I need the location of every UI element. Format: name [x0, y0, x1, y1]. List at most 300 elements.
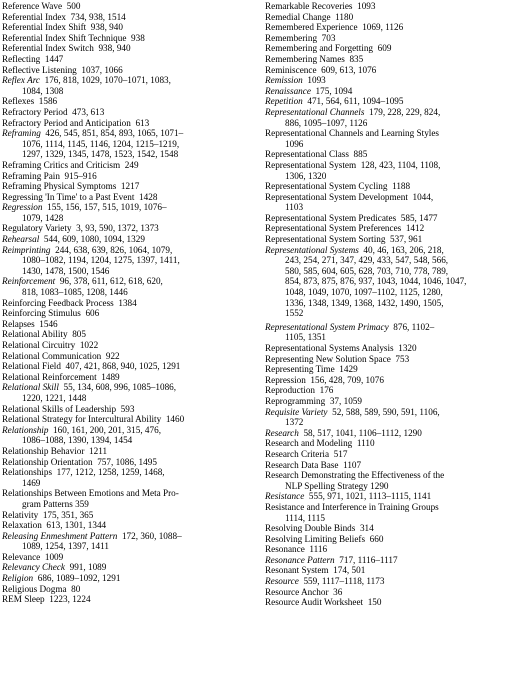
- index-term: Relationships: [2, 467, 53, 478]
- index-entry-first-line: [2, 562, 257, 573]
- index-term: Relational Ability: [2, 329, 68, 340]
- index-entry: [265, 322, 505, 343]
- index-term: Relational Skill: [2, 382, 59, 393]
- index-entry: [2, 414, 257, 425]
- index-term: Remembering: [265, 32, 318, 43]
- index-continuation-line: 1105, 1351: [285, 332, 327, 343]
- index-page-numbers: 613: [135, 117, 150, 128]
- index-entry: [2, 531, 257, 552]
- index-page-numbers: 613, 1301, 1344: [46, 520, 107, 531]
- index-entry: [2, 75, 257, 96]
- index-term: Religion: [2, 573, 34, 584]
- index-page-numbers: 609, 613, 1076: [321, 64, 377, 75]
- index-entry-first-line: [265, 107, 505, 118]
- index-page-numbers: 717, 1116–1117: [339, 554, 398, 565]
- index-page-numbers: 172, 360, 1088–: [121, 530, 182, 541]
- index-term: Relational Skills of Leadership: [2, 403, 117, 414]
- index-entry-first-line: [265, 470, 505, 481]
- index-entry: [2, 65, 257, 76]
- index-page-numbers: 876, 1102–: [393, 321, 435, 332]
- index-term: Reframing Physical Symptoms: [2, 181, 117, 192]
- index-entry-first-line: [2, 276, 257, 287]
- index-entry: [265, 449, 505, 460]
- index-page-numbers: 176: [319, 385, 334, 396]
- index-continuation-line: 1469: [22, 477, 41, 488]
- index-term: Repression: [265, 374, 306, 385]
- index-term: Remission: [265, 75, 303, 86]
- index-entry: [2, 118, 257, 129]
- index-term: Representational System Cycling: [265, 181, 388, 192]
- index-entry: [265, 192, 505, 213]
- index-entry-first-line: [2, 488, 257, 499]
- index-entry-first-line: [2, 457, 257, 468]
- index-entry-first-line: [265, 75, 505, 86]
- index-entry: [265, 523, 505, 534]
- index-entry-first-line: [2, 54, 257, 65]
- index-entry-first-line: [265, 375, 505, 386]
- index-entry-first-line: [2, 223, 257, 234]
- index-entry-first-line: [2, 361, 257, 372]
- index-entry-first-line: [265, 385, 505, 396]
- index-page-numbers: 885: [353, 149, 368, 160]
- index-entry: [265, 213, 505, 224]
- index-page-numbers: 244, 638, 639, 826, 1064, 1079,: [55, 244, 173, 255]
- index-entry-first-line: [265, 364, 505, 375]
- index-page-numbers: 471, 564, 611, 1094–1095: [307, 96, 404, 107]
- index-term: Relationship Orientation: [2, 456, 93, 467]
- index-term: Relativity: [2, 509, 39, 520]
- index-term: Releasing Enmeshment Pattern: [2, 530, 118, 541]
- index-entry-first-line: [2, 171, 257, 182]
- index-entry-first-line: [2, 372, 257, 383]
- index-entry: [265, 1, 505, 12]
- index-entry: [2, 552, 257, 563]
- index-entry-first-line: [2, 351, 257, 362]
- index-entry-first-line: [2, 22, 257, 33]
- index-entry: [2, 1, 257, 12]
- index-page-numbers: 938, 940: [90, 22, 123, 33]
- index-term: Reprogramming: [265, 395, 326, 406]
- index-page-numbers: 805: [72, 329, 86, 340]
- index-entry: [265, 354, 505, 365]
- index-entry: [265, 65, 505, 76]
- index-entry: [2, 43, 257, 54]
- index-continuation-line: 818, 1083–1085, 1208, 1446: [22, 287, 128, 298]
- index-page-numbers: 544, 609, 1080, 1094, 1329: [43, 234, 145, 245]
- index-entry-first-line: [265, 544, 505, 555]
- index-entry: [265, 491, 505, 502]
- index-term: Relevance: [2, 551, 41, 562]
- index-page-numbers: 991, 1089: [69, 562, 107, 573]
- index-continuation-line: 243, 254, 271, 347, 429, 433, 547, 548, 566,: [285, 255, 449, 266]
- index-entry-first-line: [265, 343, 505, 354]
- index-page-numbers: 1037, 1066: [81, 64, 123, 75]
- index-entry: [265, 438, 505, 449]
- index-term: Refractory Period and Anticipation: [2, 117, 131, 128]
- index-term: Remembering and Forgetting: [265, 43, 374, 54]
- index-page-numbers: 1429: [339, 364, 358, 375]
- index-entry-first-line: [265, 438, 505, 449]
- index-term: Referential Index Shift Technique: [2, 32, 127, 43]
- index-term: Research Demonstrating the Effectiveness of the: [265, 470, 445, 481]
- index-term: Resonance: [265, 544, 305, 555]
- index-entry: [265, 597, 505, 608]
- index-entry-first-line: [2, 531, 257, 542]
- index-entry: [2, 298, 257, 309]
- index-entry-first-line: [265, 576, 505, 587]
- index-term: Reflexes: [2, 96, 35, 107]
- index-entry-first-line: [2, 118, 257, 129]
- index-term: Representing New Solution Space: [265, 353, 391, 364]
- index-term: Research and Modeling: [265, 438, 353, 449]
- index-page-numbers: 1447: [44, 53, 64, 64]
- index-term: Referential Index Switch: [2, 43, 94, 54]
- index-entry: [265, 128, 505, 149]
- index-entry: [2, 276, 257, 297]
- index-entry: [2, 234, 257, 245]
- index-term: Relationship Behavior: [2, 445, 85, 456]
- index-page-numbers: 609: [377, 43, 392, 54]
- index-entry-first-line: [2, 12, 257, 23]
- index-entry: [2, 96, 257, 107]
- index-entry-first-line: [265, 587, 505, 598]
- index-page-numbers: 3, 93, 590, 1372, 1373: [76, 223, 159, 234]
- index-entry: [2, 425, 257, 446]
- index-term: Resource: [265, 576, 299, 587]
- index-page-numbers: 1412: [405, 223, 425, 234]
- index-page-numbers: 179, 228, 229, 824,: [369, 106, 441, 117]
- index-page-numbers: 585, 1477: [400, 212, 438, 223]
- index-entry-first-line: [265, 234, 505, 245]
- index-entry-first-line: [265, 128, 505, 139]
- index-page-numbers: 686, 1089–1092, 1291: [37, 573, 121, 584]
- index-entry-first-line: [265, 502, 505, 513]
- index-term: Representational Class: [265, 149, 349, 160]
- index-page-numbers: 175, 1094: [315, 85, 353, 96]
- index-entry: [2, 12, 257, 23]
- index-entry: [265, 470, 505, 491]
- index-entry-first-line: [2, 340, 257, 351]
- index-entry: [265, 460, 505, 471]
- index-entry-first-line: [2, 520, 257, 531]
- index-entry: [2, 33, 257, 44]
- index-continuation-line: 1552: [285, 308, 304, 319]
- index-page-numbers: 96, 378, 611, 612, 618, 620,: [59, 276, 163, 287]
- index-term: Representational System Predicates: [265, 212, 397, 223]
- index-entry-first-line: [265, 1, 505, 12]
- index-entry: [265, 343, 505, 354]
- index-entry-first-line: [2, 33, 257, 44]
- index-continuation-line: 1096: [285, 138, 304, 149]
- index-entry-first-line: [2, 319, 257, 330]
- index-term: Reframing Critics and Criticism: [2, 159, 121, 170]
- index-continuation-line: NLP Spelling Strategy 1290: [285, 480, 389, 491]
- index-page-numbers: 1107: [343, 459, 362, 470]
- index-entry-first-line: [2, 43, 257, 54]
- index-column-right: [265, 1, 505, 608]
- index-entry-first-line: [2, 1, 257, 12]
- index-entry: [2, 404, 257, 415]
- index-term: Regressing 'In Time' to a Past Event: [2, 191, 135, 202]
- index-entry: [2, 160, 257, 171]
- index-page-numbers: 1211: [89, 445, 108, 456]
- index-page-numbers: 1428: [139, 191, 158, 202]
- index-entry: [2, 22, 257, 33]
- index-entry-first-line: [265, 54, 505, 65]
- index-continuation-line: 1048, 1049, 1070, 1097–1102, 1125, 1280,: [285, 287, 443, 298]
- index-entry-first-line: [2, 594, 257, 605]
- index-entry-first-line: [2, 510, 257, 521]
- index-term: Representational System Preferences: [265, 223, 402, 234]
- index-term: Relational Strategy for Intercultural Ability: [2, 414, 162, 425]
- index-entry-first-line: [265, 565, 505, 576]
- index-entry-first-line: [265, 86, 505, 97]
- index-entry-first-line: [2, 65, 257, 76]
- index-entry-first-line: [265, 223, 505, 234]
- index-term: Relationship: [2, 424, 49, 435]
- index-term: Relapses: [2, 318, 35, 329]
- index-entry-first-line: [265, 245, 505, 256]
- index-page-numbers: 734, 938, 1514: [70, 11, 126, 22]
- index-page-numbers: 150: [367, 597, 382, 608]
- index-entry-first-line: [265, 396, 505, 407]
- index-entry-first-line: [265, 491, 505, 502]
- index-entry: [265, 364, 505, 375]
- index-term: Referential Index: [2, 11, 67, 22]
- index-continuation-line: 1086–1088, 1390, 1394, 1454: [22, 435, 133, 446]
- index-entry-first-line: [2, 202, 257, 213]
- index-continuation-line: 1114, 1115: [285, 512, 325, 523]
- index-entry: [2, 510, 257, 521]
- index-continuation-line: 580, 585, 604, 605, 628, 703, 710, 778, 789,: [285, 265, 449, 276]
- index-entry: [265, 534, 505, 545]
- index-entry-first-line: [2, 75, 257, 86]
- index-entry: [265, 107, 505, 128]
- index-entry: [2, 488, 257, 509]
- index-entry: [265, 43, 505, 54]
- index-entry-first-line: [265, 192, 505, 203]
- index-entry-first-line: [2, 308, 257, 319]
- index-entry: [265, 407, 505, 428]
- index-term: Reflex Arc: [2, 75, 41, 86]
- index-page-numbers: 128, 423, 1104, 1108,: [360, 159, 441, 170]
- index-page-numbers: 1069, 1126: [362, 22, 404, 33]
- index-entry: [265, 75, 505, 86]
- index-term: Reimprinting: [2, 244, 51, 255]
- index-term: Relational Circuitry: [2, 340, 76, 350]
- index-continuation-line: 1297, 1329, 1345, 1478, 1523, 1542, 1548: [22, 149, 179, 160]
- index-entry-first-line: [2, 584, 257, 595]
- index-entry: [2, 520, 257, 531]
- index-entry: [265, 223, 505, 234]
- index-term: Requisite Variety: [265, 406, 328, 417]
- index-page-numbers: 176, 818, 1029, 1070–1071, 1083,: [44, 75, 171, 86]
- index-entry: [265, 22, 505, 33]
- index-page-numbers: 80: [71, 583, 81, 594]
- index-entry-first-line: [2, 414, 257, 425]
- index-entry: [2, 372, 257, 383]
- index-entry: [265, 96, 505, 107]
- index-entry-first-line: [2, 245, 257, 256]
- index-page-numbers: 753: [395, 353, 410, 364]
- index-term: Representational System: [265, 159, 357, 170]
- index-term: Reproduction: [265, 385, 316, 396]
- index-page-numbers: 660: [369, 533, 384, 544]
- index-term: Representing Time: [265, 364, 335, 375]
- index-term: Research Data Base: [265, 459, 339, 470]
- index-term: Representational Channels and Learning Styles: [265, 128, 440, 139]
- index-page-numbers: 177, 1212, 1258, 1259, 1468,: [56, 467, 165, 478]
- index-page-numbers: 555, 971, 1021, 1113–1115, 1141: [308, 491, 432, 502]
- index-entry-first-line: [265, 149, 505, 160]
- index-term: Remedial Change: [265, 11, 331, 22]
- index-entry: [2, 329, 257, 340]
- index-entry: [265, 544, 505, 555]
- index-entry-first-line: [265, 460, 505, 471]
- index-page-numbers: 1009: [44, 551, 64, 562]
- index-entry-first-line: [265, 181, 505, 192]
- index-entry: [2, 573, 257, 584]
- index-term: Renaissance: [265, 85, 311, 96]
- index-entry: [2, 594, 257, 605]
- index-page-numbers: 473, 613: [72, 106, 105, 117]
- index-entry: [265, 396, 505, 407]
- index-page-numbers: 703: [321, 32, 336, 43]
- index-entry-first-line: [2, 573, 257, 584]
- index-page-numbers: 517: [333, 448, 348, 459]
- index-entry: [2, 584, 257, 595]
- index-entry-first-line: [2, 467, 257, 478]
- index-entry-first-line: [265, 213, 505, 224]
- index-entry-first-line: [265, 160, 505, 171]
- index-entry: [265, 86, 505, 97]
- index-page-numbers: 1093: [357, 1, 376, 11]
- index-page-numbers: 922: [105, 350, 120, 361]
- index-term: Resonance Pattern: [265, 554, 335, 565]
- index-entry-first-line: [2, 128, 257, 139]
- index-term: Regulatory Variety: [2, 223, 72, 234]
- index-page-numbers: 314: [359, 523, 374, 534]
- index-page-numbers: 52, 588, 589, 590, 591, 1106,: [332, 406, 440, 417]
- index-entry-first-line: [265, 43, 505, 54]
- index-continuation-line: 1336, 1348, 1349, 1368, 1432, 1490, 1505,: [285, 297, 444, 308]
- index-entry: [265, 555, 505, 566]
- index-term: Relationships Between Emotions and Meta Pro-: [2, 488, 179, 499]
- index-term: Resolving Double Binds: [265, 523, 356, 534]
- index-entry: [2, 54, 257, 65]
- index-page-numbers: 757, 1086, 1495: [97, 456, 157, 467]
- index-entry: [265, 160, 505, 181]
- index-term: Research: [265, 427, 299, 438]
- index-entry-first-line: [265, 322, 505, 333]
- index-entry: [2, 128, 257, 160]
- index-page-numbers: 407, 421, 868, 940, 1025, 1291: [65, 361, 181, 372]
- index-entry-first-line: [2, 160, 257, 171]
- index-page-numbers: 1217: [120, 181, 140, 192]
- index-page-numbers: 40, 46, 163, 206, 218,: [363, 244, 444, 255]
- index-page-numbers: 174, 501: [333, 565, 366, 576]
- index-entry: [2, 308, 257, 319]
- index-entry-first-line: [265, 534, 505, 545]
- index-entry-first-line: [2, 425, 257, 436]
- index-term: Relational Communication: [2, 350, 102, 361]
- index-entry: [265, 33, 505, 44]
- index-page-numbers: 1384: [118, 297, 137, 308]
- index-page-numbers: 156, 428, 709, 1076: [310, 374, 384, 385]
- index-page-numbers: 1188: [392, 181, 411, 192]
- index-page-numbers: 155, 156, 157, 515, 1019, 1076–: [47, 202, 167, 213]
- index-term: Relevancy Check: [2, 562, 65, 573]
- index-page-numbers: 938, 940: [98, 43, 131, 54]
- index-entry-first-line: [265, 22, 505, 33]
- index-term: Reinforcing Feedback Process: [2, 297, 114, 308]
- index-term: Resonant System: [265, 565, 329, 576]
- index-entry-first-line: [265, 555, 505, 566]
- index-term: Rehearsal: [2, 234, 40, 245]
- index-entry-first-line: [265, 597, 505, 608]
- index-entry: [265, 181, 505, 192]
- index-continuation-line: 886, 1095–1097, 1126: [285, 117, 368, 128]
- index-term: Resistance: [265, 491, 305, 502]
- index-entry: [2, 181, 257, 192]
- index-page-numbers: 559, 1117–1118, 1173: [303, 576, 385, 587]
- index-entry: [2, 457, 257, 468]
- index-entry: [2, 467, 257, 488]
- index-entry: [2, 361, 257, 372]
- index-entry: [265, 12, 505, 23]
- index-entry-first-line: [265, 407, 505, 418]
- index-entry: [265, 375, 505, 386]
- index-term: Resolving Limiting Beliefs: [265, 533, 366, 544]
- index-term: REM Sleep: [2, 594, 45, 605]
- index-term: Relaxation: [2, 520, 42, 531]
- index-entry: [265, 234, 505, 245]
- index-term: Representational Channels: [265, 106, 365, 117]
- index-term: Reflecting: [2, 53, 41, 64]
- index-entry-first-line: [2, 107, 257, 118]
- index-entry-first-line: [265, 523, 505, 534]
- index-term: Reframing: [2, 128, 41, 139]
- index-entry: [2, 382, 257, 403]
- index-page-numbers: 1546: [39, 318, 58, 329]
- index-continuation-line: 1372: [285, 417, 304, 428]
- index-term: Regression: [2, 202, 43, 213]
- index-entry: [265, 565, 505, 576]
- index-continuation-line: 1306, 1320: [285, 170, 327, 181]
- index-page-numbers: 1320: [398, 343, 417, 353]
- index-page-numbers: 537, 961: [390, 234, 423, 245]
- index-term: Research Criteria: [265, 448, 330, 459]
- index-entry-first-line: [265, 12, 505, 23]
- index-term: Reframing Pain: [2, 170, 60, 181]
- index-entry: [2, 446, 257, 457]
- index-entry-first-line: [2, 404, 257, 415]
- index-entry: [2, 202, 257, 223]
- index-entry-first-line: [2, 382, 257, 393]
- index-continuation-line: 1076, 1114, 1145, 1146, 1204, 1215–1219,: [22, 138, 180, 149]
- index-page-numbers: 1223, 1224: [49, 594, 91, 605]
- index-page-numbers: 1180: [335, 11, 354, 22]
- index-entry: [265, 245, 505, 319]
- index-continuation-line: 1080–1082, 1194, 1204, 1275, 1397, 1411,: [22, 255, 180, 266]
- index-entry-first-line: [2, 181, 257, 192]
- index-page-numbers: 426, 545, 851, 854, 893, 1065, 1071–: [45, 128, 184, 139]
- index-entry: [265, 587, 505, 598]
- index-entry: [265, 502, 505, 523]
- index-term: Resource Anchor: [265, 586, 329, 597]
- index-page-numbers: 1460: [165, 414, 185, 425]
- index-term: Representational Systems Analysis: [265, 343, 394, 353]
